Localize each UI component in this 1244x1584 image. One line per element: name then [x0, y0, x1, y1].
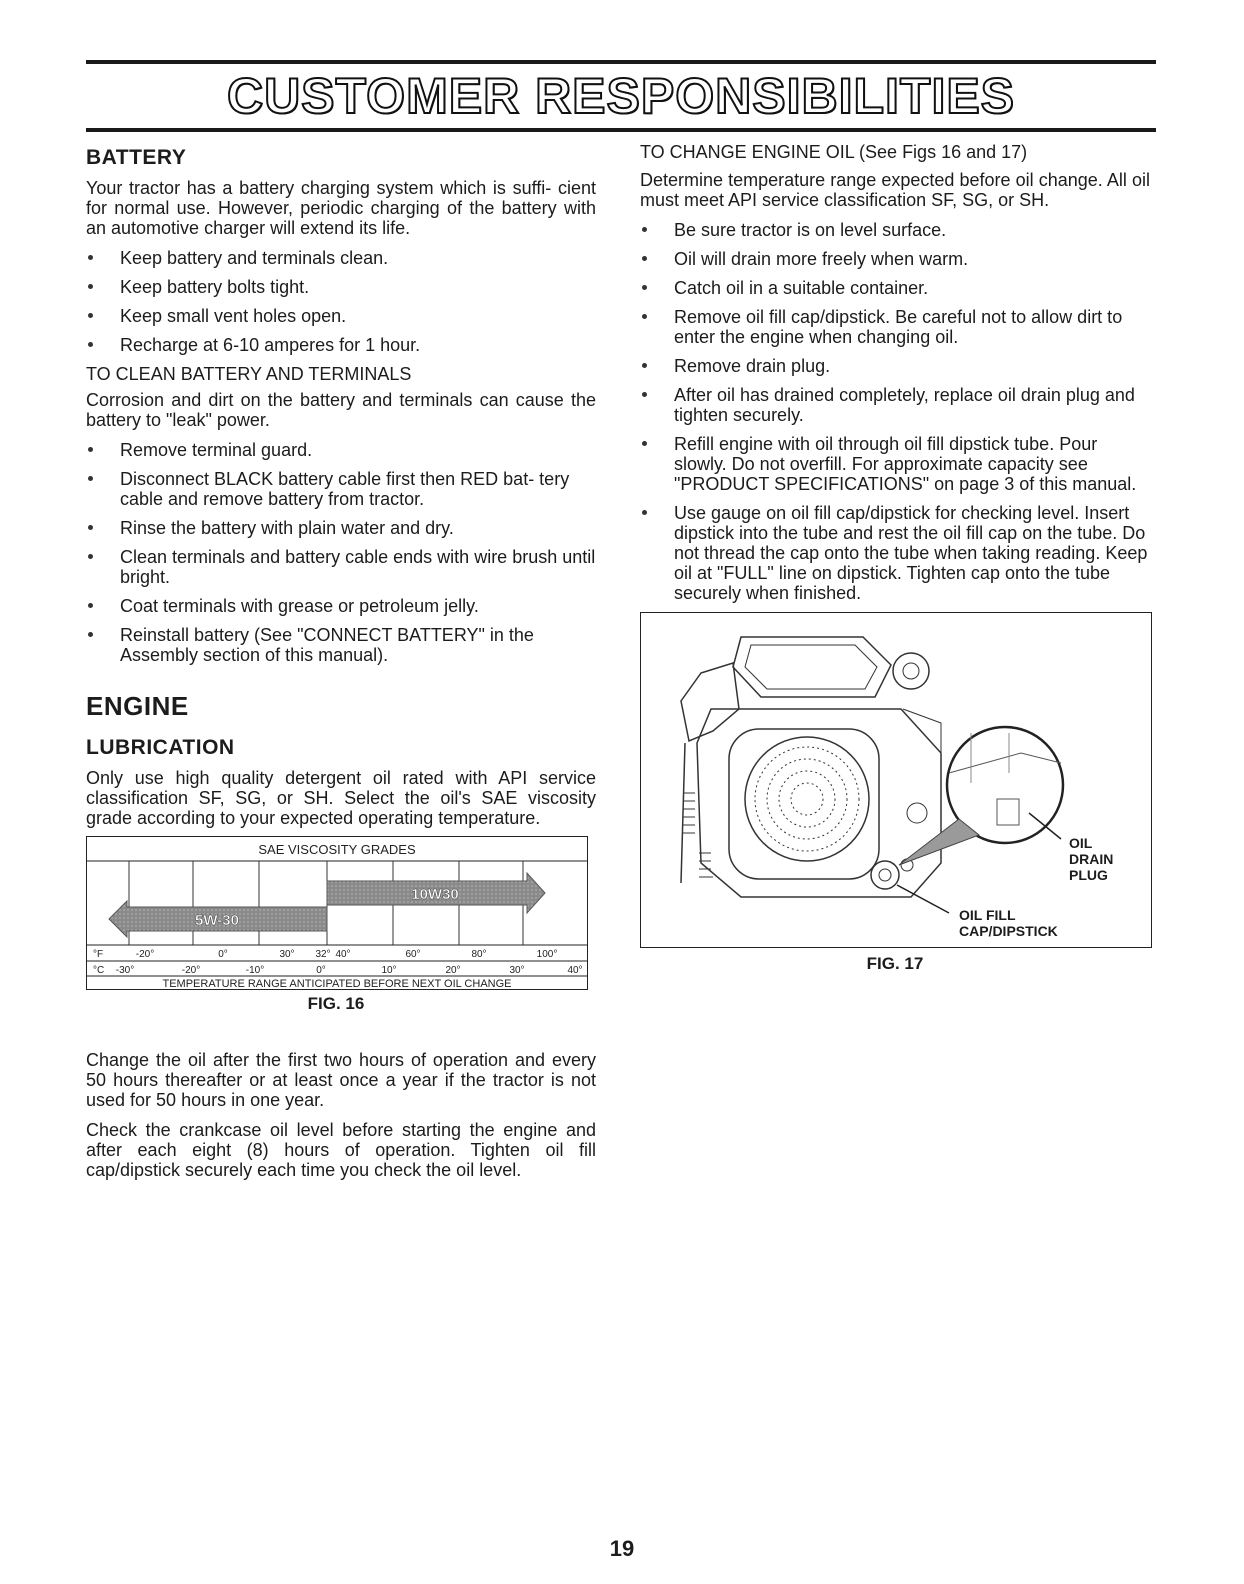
header-rule-top [86, 60, 1156, 64]
tick-label: -20° [135, 949, 155, 960]
list-item: Remove oil fill cap/dipstick. Be careful not to allow dirt to enter the engine when changing oil. [640, 307, 1150, 347]
oil-change-heading: TO CHANGE ENGINE OIL (See Figs 16 and 17) [640, 142, 1028, 162]
list-item: Recharge at 6-10 amperes for 1 hour. [86, 335, 596, 355]
tick-label: 0° [218, 949, 228, 960]
engine-oil-figure [640, 612, 1152, 948]
list-item: Clean terminals and battery cable ends with wire brush until bright. [86, 547, 596, 587]
c-unit-label: °C [93, 965, 105, 976]
drain-plug-detail-inset [899, 727, 1063, 865]
battery-bullets [86, 248, 596, 355]
oil-change-intro: Determine temperature range expected before oil change. All oil must meet API service classification SF, SG, or SH. [640, 170, 1150, 210]
oil-change-bullets [640, 220, 1150, 603]
oil-check-text: Check the crankcase oil level before starting the engine and after each eight (8) hours of operation. Tighten oil fill cap/dipstick securely each time you check the oil level. [86, 1120, 596, 1180]
engine-illustration [641, 613, 1151, 947]
fig17-caption: FIG. 17 [866, 954, 924, 973]
f-unit-label: °F [93, 949, 104, 960]
list-item: Be sure tractor is on level surface. [640, 220, 1150, 240]
tick-label: 100° [536, 949, 558, 960]
oil-drain-plug-label: OIL DRAIN PLUG [1069, 835, 1114, 883]
lubrication-text: Only use high quality detergent oil rated with API service classification SF, SG, or SH. Select the oil's SAE viscosity grade according to your expected operating temperature. [86, 768, 596, 828]
list-item: Remove drain plug. [640, 356, 1150, 376]
page-number: 19 [609, 1536, 635, 1561]
tick-label: 20° [445, 965, 461, 976]
list-item: Remove terminal guard. [86, 440, 596, 460]
chart-title: SAE VISCOSITY GRADES [258, 842, 416, 857]
tick-label: 40° [567, 965, 583, 976]
bar-5w30-label: 5W-30 [195, 912, 239, 929]
bar-10w30-label: 10W30 [411, 886, 459, 903]
right-column [640, 144, 1150, 974]
tick-label: 80° [471, 949, 487, 960]
page-title: CUSTOMER RESPONSIBILITIES [226, 68, 1016, 124]
left-column [86, 144, 596, 1180]
sae-viscosity-chart [86, 836, 588, 990]
list-item: After oil has drained completely, replace oil drain plug and tighten securely. [640, 385, 1150, 425]
oil-fill-cap-label: OIL FILL CAP/DIPSTICK [959, 907, 1058, 939]
fig16-caption: FIG. 16 [307, 994, 365, 1013]
tick-label: -10° [245, 965, 265, 976]
tick-label: 0° [316, 965, 326, 976]
tick-label: 30° [509, 965, 525, 976]
tick-label: -30° [115, 965, 135, 976]
sae-viscosity-diagram [87, 837, 587, 989]
list-item: Reinstall battery (See "CONNECT BATTERY" in the Assembly section of this manual). [86, 625, 596, 665]
list-item: Catch oil in a suitable container. [640, 278, 1150, 298]
engine-heading: ENGINE [86, 691, 189, 721]
clean-battery-intro: Corrosion and dirt on the battery and terminals can cause the battery to "leak" power. [86, 390, 596, 430]
list-item: Keep battery bolts tight. [86, 277, 596, 297]
tick-label: 40° [335, 949, 351, 960]
battery-intro: Your tractor has a battery charging system which is suffi- cient for normal use. However, periodic charging of the battery with an automotive charger will extend its life. [86, 178, 596, 238]
list-item: Use gauge on oil fill cap/dipstick for checking level. Insert dipstick into the tube and rest the oil fill cap on the tube. Do not thread the cap onto the tube when taking reading. Keep oil at "FULL" line on dipstick. Tighten cap onto the tube securely when finished. [640, 503, 1150, 603]
tick-label: -20° [181, 965, 201, 976]
clean-battery-heading: TO CLEAN BATTERY AND TERMINALS [86, 364, 412, 384]
list-item: Oil will drain more freely when warm. [640, 249, 1150, 269]
list-item: Refill engine with oil through oil fill dipstick tube. Pour slowly. Do not overfill. For approximate capacity see "PRODUCT SPECIFICATIONS" on page 3 of this manual. [640, 434, 1150, 494]
tick-label: 32° [315, 949, 331, 960]
list-item: Disconnect BLACK battery cable first then RED bat- tery cable and remove battery from tractor. [86, 469, 596, 509]
battery-heading: BATTERY [86, 146, 187, 169]
list-item: Coat terminals with grease or petroleum jelly. [86, 596, 596, 616]
clean-battery-bullets [86, 440, 596, 665]
list-item: Keep small vent holes open. [86, 306, 596, 326]
tick-label: 30° [279, 949, 295, 960]
oil-change-interval-text: Change the oil after the first two hours of operation and every 50 hours thereafter or at least once a year if the tractor is not used for 50 hours in one year. [86, 1050, 596, 1110]
chart-footer: TEMPERATURE RANGE ANTICIPATED BEFORE NEXT OIL CHANGE [162, 978, 512, 989]
tick-label: 10° [381, 965, 397, 976]
lubrication-heading: LUBRICATION [86, 736, 235, 759]
header-rule-bottom [86, 128, 1156, 132]
leader-line-fill [897, 885, 949, 913]
list-item: Keep battery and terminals clean. [86, 248, 596, 268]
tick-label: 60° [405, 949, 421, 960]
list-item: Rinse the battery with plain water and dry. [86, 518, 596, 538]
